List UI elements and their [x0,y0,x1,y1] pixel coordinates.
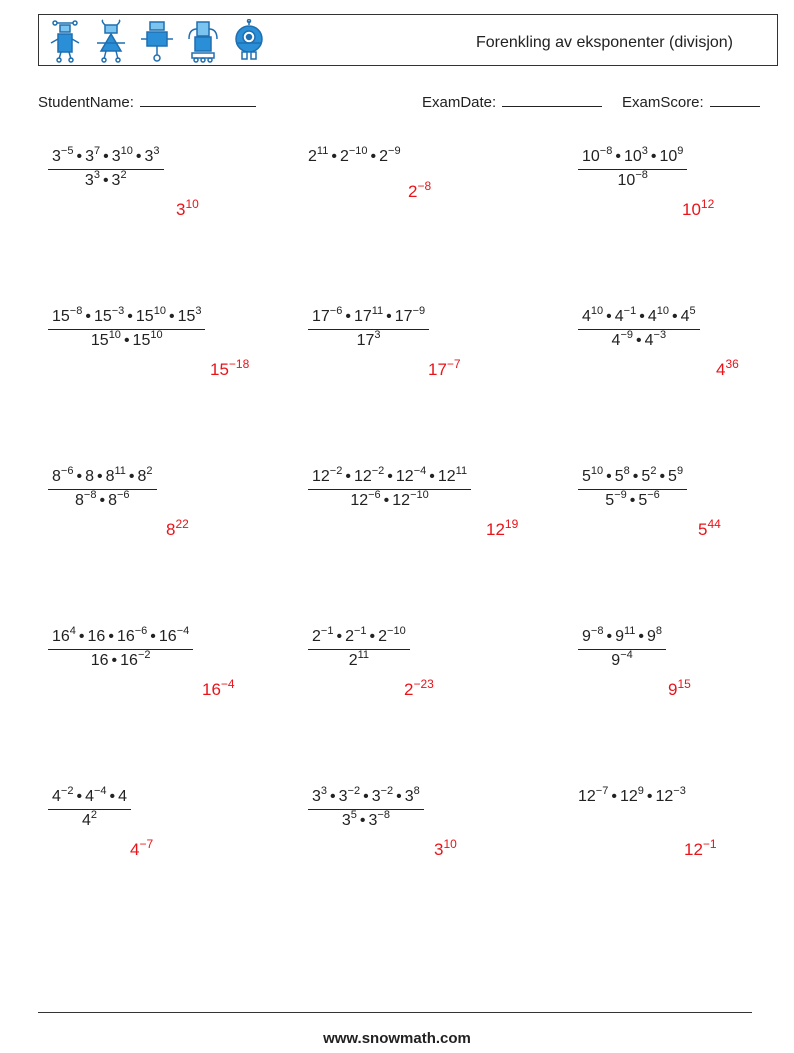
fraction [308,785,424,830]
answer-8 [486,517,519,540]
worksheet-title: Forenkling av eksponenter (divisjon) [475,34,733,51]
multiply-dot: • [386,308,392,325]
denominator [578,329,700,350]
exam-date-label: ExamDate: [422,94,497,111]
numerator-term: $16^{-6}$ [116,625,148,645]
numerator [48,785,131,809]
numerator-term: $4^{-1}$ [614,305,637,325]
numerator-term: $3^3$ [312,785,328,805]
product-expression [578,785,686,806]
answer-power: $2^{-8}$ [408,179,432,201]
fraction [578,625,666,670]
fraction [48,145,164,190]
denominator-term: 16 [90,652,109,669]
multiply-dot: • [636,332,642,349]
numerator-term: $16^{-4}$ [158,625,190,645]
robot-4-icon [185,19,221,63]
multiply-dot: • [109,788,116,805]
numerator [578,465,687,489]
denominator-term: $16^{-2}$ [120,649,151,669]
multiply-dot: • [429,468,435,485]
answer-1 [176,197,199,220]
multiply-dot: • [659,468,666,485]
problem-7 [48,465,157,510]
denominator-term: $5^{-9}$ [605,489,627,509]
numerator-term: $16^4$ [52,625,76,645]
denominator [48,169,164,190]
answer-power: $4^{36}$ [716,357,739,379]
problem-8 [308,465,471,510]
numerator-term: $17^{-6}$ [312,305,343,325]
numerator-term: $3^{10}$ [111,145,133,165]
multiply-dot: • [671,308,678,325]
denominator [308,489,471,510]
answer-15 [684,837,717,860]
multiply-dot: • [369,628,376,645]
multiply-dot: • [103,148,109,165]
numerator [578,625,666,649]
multiply-dot: • [370,148,377,165]
fraction [48,625,193,670]
worksheet-header [38,14,778,66]
multiply-dot: • [76,788,83,805]
numerator-term: $12^{-2}$ [312,465,343,485]
problem-1 [48,145,164,190]
student-name-field[interactable] [38,92,256,111]
multiply-dot: • [359,812,366,829]
numerator-term: $5^9$ [668,465,684,485]
numerator-term: $4^{-2}$ [52,785,74,805]
fraction [48,305,205,350]
denominator-term: $12^{-10}$ [392,489,429,509]
numerator-term: $2^{-10}$ [378,625,406,645]
denominator [48,489,157,510]
problem-2 [308,145,401,166]
multiply-dot: • [639,308,645,325]
answer-power: $12^{19}$ [486,517,519,539]
multiply-dot: • [650,148,657,165]
numerator-term: $9^{11}$ [615,625,636,645]
numerator-term: $2^{-1}$ [345,625,367,645]
answer-power: $9^{15}$ [668,677,691,699]
denominator [308,649,410,670]
numerator-term: $10^3$ [623,145,648,165]
multiply-dot: • [78,628,85,645]
answer-power: $2^{-23}$ [404,677,434,699]
denominator [308,329,429,350]
multiply-dot: • [123,332,130,349]
multiply-dot: • [606,628,613,645]
numerator [48,145,164,169]
numerator [578,305,700,329]
answer-10 [202,677,235,700]
numerator-term: $15^{-3}$ [93,305,125,325]
numerator-term: $3^8$ [404,785,420,805]
multiply-dot: • [85,308,91,325]
numerator-term: $3^7$ [85,145,101,165]
fraction [48,785,131,830]
denominator-term: $2^{11}$ [348,649,370,669]
multiply-dot: • [336,628,343,645]
numerator-term: $17^{11}$ [353,305,384,325]
problem-13 [48,785,131,830]
numerator-term: $17^{-9}$ [394,305,426,325]
fraction [48,465,157,510]
answer-power: $12^{-1}$ [684,837,717,859]
numerator-term: $3^{-2}$ [338,785,361,805]
answer-14 [434,837,457,860]
multiply-dot: • [135,148,142,165]
numerator [308,465,471,489]
problem-9 [578,465,687,510]
answer-9 [698,517,721,540]
multiply-dot: • [629,492,636,509]
denominator-term: $4^2$ [82,809,98,829]
denominator-term: $8^{-6}$ [108,489,130,509]
exam-score-field[interactable] [622,92,760,111]
problem-4 [48,305,205,350]
numerator-term: $10^9$ [659,145,684,165]
answer-power: $4^{-7}$ [130,837,154,859]
multiply-dot: • [646,788,653,805]
multiply-dot: • [632,468,639,485]
robot-1-icon [47,19,83,63]
numerator-term: $15^3$ [177,305,202,325]
multiply-dot: • [387,468,393,485]
denominator-term: $3^{-8}$ [368,809,390,829]
problem-15 [578,785,686,806]
denominator-term: $3^3$ [84,169,100,189]
multiply-dot: • [345,308,351,325]
footer-divider [38,1012,752,1013]
denominator [578,169,687,190]
denominator [308,809,424,830]
answer-7 [166,517,189,540]
multiply-dot: • [638,628,644,645]
answer-11 [404,677,434,700]
problem-11 [308,625,410,670]
multiply-dot: • [168,308,175,325]
numerator-term: 8 [85,468,94,485]
numerator [48,625,193,649]
numerator-term: $2^{-1}$ [312,625,334,645]
answer-12 [668,677,691,700]
problem-14 [308,785,424,830]
denominator-term: $12^{-6}$ [350,489,381,509]
numerator-term: $4^{-4}$ [85,785,107,805]
multiply-dot: • [96,468,103,485]
robot-2-icon [93,19,129,63]
numerator-term: $3^{-5}$ [52,145,74,165]
numerator [578,145,687,169]
multiply-dot: • [111,652,118,669]
numerator-term: $4^{10}$ [582,305,604,325]
multiply-dot: • [606,468,612,485]
multiply-dot: • [396,788,402,805]
product-term: $2^{-10}$ [339,145,368,165]
numerator-term: $15^{10}$ [135,305,166,325]
denominator-term: $3^5$ [341,809,357,829]
problem-12 [578,625,666,670]
numerator-term: $4^5$ [680,305,696,325]
numerator-term: $9^8$ [647,625,663,645]
answer-5 [428,357,461,380]
denominator [48,329,205,350]
numerator-term: $3^{-2}$ [371,785,394,805]
denominator-term: $3^2$ [111,169,127,189]
numerator-term: $12^{-4}$ [395,465,427,485]
numerator-term: 4 [118,788,128,805]
robot-5-icon [231,19,267,63]
answer-power: $15^{-18}$ [210,357,250,379]
exam-score-blank[interactable] [710,92,760,107]
product-expression [308,145,401,166]
fraction [308,625,410,670]
answer-power: $3^{10}$ [176,197,199,219]
exam-date-blank[interactable] [502,92,602,107]
denominator [48,809,131,830]
denominator-term: $5^{-6}$ [638,489,660,509]
student-name-label: StudentName: [38,94,134,111]
numerator-term: $5^2$ [641,465,657,485]
exam-score-label: ExamScore: [622,94,704,111]
answer-power: $3^{10}$ [434,837,457,859]
multiply-dot: • [383,492,390,509]
denominator-term: $9^{-4}$ [611,649,633,669]
numerator-term: $5^{10}$ [582,465,604,485]
multiply-dot: • [102,172,109,189]
numerator-term: $8^2$ [137,465,153,485]
fraction [578,465,687,510]
numerator-term: $9^{-8}$ [582,625,604,645]
numerator-term: $8^{-6}$ [52,465,74,485]
product-term: $12^{-3}$ [655,785,686,805]
product-term: $12^9$ [619,785,644,805]
numerator [308,305,429,329]
multiply-dot: • [606,308,612,325]
multiply-dot: • [128,468,135,485]
denominator-term: $15^{10}$ [90,329,121,349]
numerator [48,305,205,329]
numerator-term: 16 [87,628,106,645]
product-term: $12^{-7}$ [578,785,609,805]
numerator-term: $8^{11}$ [105,465,126,485]
answer-power: $16^{-4}$ [202,677,235,699]
denominator-term: $4^{-3}$ [644,329,667,349]
fraction [578,305,700,350]
exam-date-field[interactable] [422,92,602,111]
answer-6 [716,357,739,380]
answer-power: $8^{22}$ [166,517,189,539]
fraction [578,145,687,190]
numerator [308,785,424,809]
student-name-blank[interactable] [140,92,256,107]
product-term: $2^{-9}$ [379,145,401,165]
answer-power: $5^{44}$ [698,517,721,539]
numerator [308,625,410,649]
numerator-term: $12^{-2}$ [353,465,385,485]
problem-3 [578,145,687,190]
denominator-term: $15^{10}$ [132,329,163,349]
answer-13 [130,837,154,860]
numerator-term: $5^8$ [614,465,630,485]
answer-4 [210,357,250,380]
denominator-term: $10^{-8}$ [617,169,648,189]
answer-power: $10^{12}$ [682,197,715,219]
robot-icons [47,19,267,63]
problem-10 [48,625,193,670]
answer-2 [408,179,432,202]
problem-6 [578,305,700,350]
product-term: $2^{11}$ [308,145,329,165]
denominator-term: $17^3$ [356,329,381,349]
answer-power: $17^{-7}$ [428,357,461,379]
answer-3 [682,197,715,220]
numerator-term: $3^3$ [144,145,160,165]
multiply-dot: • [150,628,156,645]
multiply-dot: • [76,148,83,165]
multiply-dot: • [76,468,83,485]
denominator [48,649,193,670]
numerator-term: $4^{10}$ [647,305,669,325]
problem-5 [308,305,429,350]
fraction [308,465,471,510]
multiply-dot: • [127,308,133,325]
denominator-term: $8^{-8}$ [75,489,97,509]
multiply-dot: • [330,788,336,805]
numerator-term: $10^{-8}$ [582,145,613,165]
fraction [308,305,429,350]
numerator-term: $12^{11}$ [437,465,468,485]
multiply-dot: • [108,628,114,645]
denominator [578,489,687,510]
numerator-term: $15^{-8}$ [52,305,83,325]
multiply-dot: • [615,148,621,165]
denominator [578,649,666,670]
multiply-dot: • [99,492,106,509]
multiply-dot: • [363,788,369,805]
multiply-dot: • [345,468,351,485]
multiply-dot: • [611,788,617,805]
multiply-dot: • [331,148,337,165]
denominator-term: $4^{-9}$ [611,329,633,349]
footer-url[interactable]: www.snowmath.com [323,1030,471,1047]
numerator [48,465,157,489]
robot-3-icon [139,19,175,63]
